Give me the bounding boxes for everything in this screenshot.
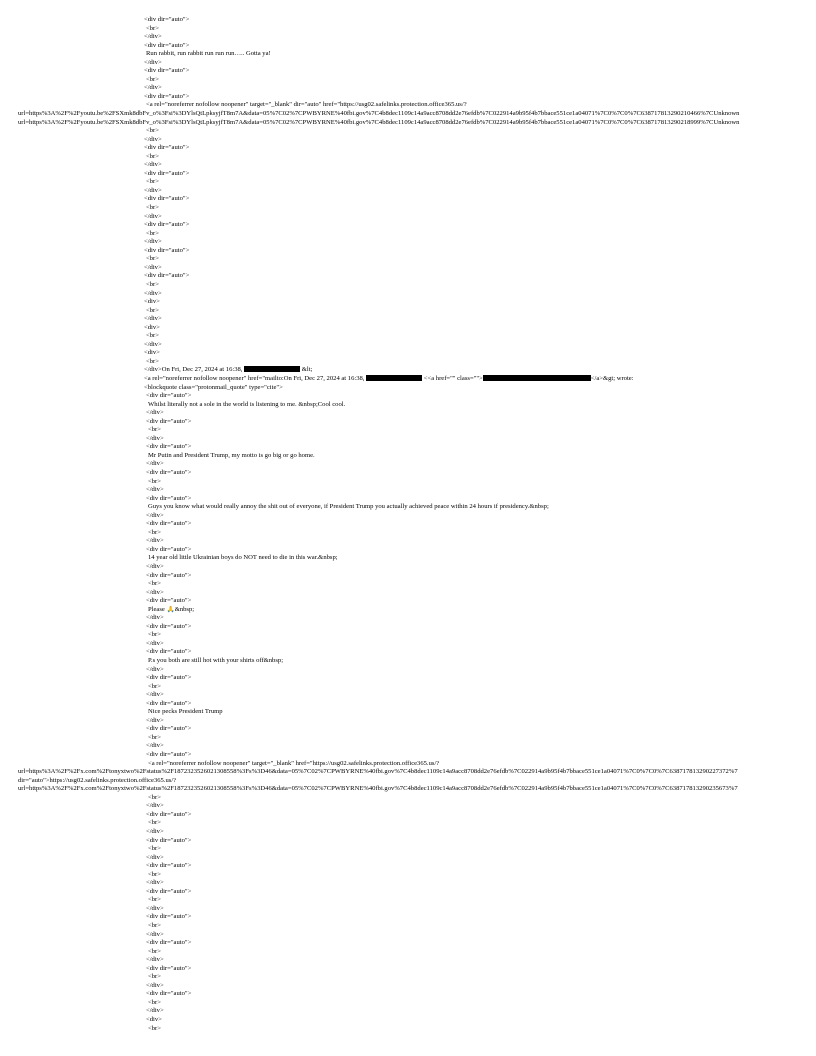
source-line xyxy=(0,435,816,444)
source-line xyxy=(0,110,816,119)
source-line-text: <div dir="auto"> xyxy=(146,751,192,759)
source-line-text: <br> xyxy=(148,998,161,1006)
source-line-text: <br> xyxy=(146,306,159,314)
source-line xyxy=(0,264,816,273)
source-line-text: <<a href="" class=""> xyxy=(422,374,483,382)
source-line-text: url=https%3A%2F%2Fx.com%2Ftonyxtwo%2Fstatus%2F1872323526021308558%3Fs%3D46&data=05%7C02%7CPWBYRNE%40fbi.gov%7C4b8dec1109c14a9acc8708dd2e76efdb%7C022914a9b95f4b7bbace551ce1a04071%7C0%7C0%7C638717813290235673%7 xyxy=(18,785,738,793)
source-line-text: <br> xyxy=(146,332,159,340)
source-line-text: <div dir="auto"> xyxy=(144,272,190,280)
source-line xyxy=(0,965,816,974)
source-line-text: <div dir="auto"> xyxy=(146,443,192,451)
source-line xyxy=(0,700,816,709)
source-line-text: <a rel="noreferrer nofollow noopener" href="mailto:On Fri, Dec 27, 2024 at 16:38, xyxy=(144,374,367,382)
source-line xyxy=(0,948,816,957)
redaction-box xyxy=(366,375,422,381)
redaction-box xyxy=(244,366,300,372)
source-line xyxy=(0,982,816,991)
source-line-text: <div dir="auto"> xyxy=(146,622,192,630)
source-line xyxy=(0,896,816,905)
source-line xyxy=(0,478,816,487)
source-line xyxy=(0,119,816,128)
source-line-text: <a rel="noreferrer nofollow noopener" target="_blank" dir="auto" href="https://usg02.safelinks.protection.office365.us/? xyxy=(146,101,467,109)
source-line-text: url=https%3A%2F%2Fyoutu.be%2FSXmk8dbFv_o%3Fsi%3DYlsQtLpksyjfT8m7A&data=05%7C02%7CPWBYRNE%40fbi.gov%7C4b8dec1109c14a9acc8708dd2e76efdb%7C022914a9b95f4b7bbace551ce1a04071%7C0%7C0%7C638717813290210466%7CUnknown xyxy=(18,110,740,118)
source-line xyxy=(0,315,816,324)
source-line xyxy=(0,691,816,700)
source-line-text: </a>&gt; wrote: xyxy=(590,374,634,382)
source-line xyxy=(0,375,816,384)
source-line xyxy=(0,93,816,102)
source-line-text: Please 🙏&nbsp; xyxy=(148,605,195,613)
redaction-box xyxy=(483,375,591,381)
source-line xyxy=(0,913,816,922)
source-line-text: <br> xyxy=(146,178,159,186)
source-line xyxy=(0,999,816,1008)
source-line xyxy=(0,469,816,478)
source-line-text: <div dir="auto"> xyxy=(146,862,192,870)
source-line xyxy=(0,725,816,734)
source-line-text: <div dir="auto"> xyxy=(144,16,190,23)
source-line-text: </div> xyxy=(146,904,164,912)
source-line-text: Run rabbit, run rabbit run run run….. Gotta ya! xyxy=(146,50,271,58)
source-line xyxy=(0,503,816,512)
source-line xyxy=(0,230,816,239)
source-line-text: <div dir="auto"> xyxy=(146,468,192,476)
source-line xyxy=(0,204,816,213)
source-line xyxy=(0,298,816,307)
source-line xyxy=(0,42,816,51)
source-line-text: </div> xyxy=(144,186,162,194)
source-line-text: <br> xyxy=(148,973,161,981)
source-line xyxy=(0,358,816,367)
source-line xyxy=(0,1025,816,1034)
source-line xyxy=(0,341,816,350)
source-line xyxy=(0,931,816,940)
source-line xyxy=(0,76,816,85)
source-line xyxy=(0,324,816,333)
source-line xyxy=(0,221,816,230)
source-line xyxy=(0,349,816,358)
source-line xyxy=(0,161,816,170)
source-line xyxy=(0,486,816,495)
source-line-text: </div> xyxy=(146,853,164,861)
source-line-text: <br> xyxy=(146,152,159,160)
source-line xyxy=(0,554,816,563)
source-line-text: <div dir="auto"> xyxy=(146,520,192,528)
source-line-text: </div> xyxy=(144,238,162,246)
source-line-text: </div> xyxy=(146,434,164,442)
source-line xyxy=(0,307,816,316)
source-line-text: </div> xyxy=(146,588,164,596)
source-line-text: <div dir="auto"> xyxy=(146,571,192,579)
source-line xyxy=(0,59,816,68)
source-line-text: </div> xyxy=(144,135,162,143)
source-line-text: </div> xyxy=(146,956,164,964)
source-line xyxy=(0,777,816,786)
source-line-text: <br> xyxy=(148,845,161,853)
source-line-text: <br> xyxy=(148,896,161,904)
source-line-text: </div> xyxy=(146,486,164,494)
source-line xyxy=(0,178,816,187)
source-line-text: </div> xyxy=(146,1007,164,1015)
source-line xyxy=(0,563,816,572)
source-line xyxy=(0,785,816,794)
source-line xyxy=(0,366,816,375)
source-line-text: </div> xyxy=(144,58,162,66)
source-line-text: <div> xyxy=(146,1015,162,1023)
source-line xyxy=(0,401,816,410)
source-line-text: <br> xyxy=(146,127,159,135)
source-line-text: <div> xyxy=(144,323,160,331)
source-line-text: </div> xyxy=(144,33,162,41)
source-line xyxy=(0,606,816,615)
source-line-text: <div dir="auto"> xyxy=(144,195,190,203)
source-line xyxy=(0,16,816,25)
source-line-text: <div dir="auto"> xyxy=(146,597,192,605)
source-line xyxy=(0,674,816,683)
source-line-text: <div dir="auto"> xyxy=(144,41,190,49)
source-line xyxy=(0,614,816,623)
source-line xyxy=(0,862,816,871)
source-line-text: </div> xyxy=(146,614,164,622)
source-line-text: <br> xyxy=(148,631,161,639)
source-line-text: </div> xyxy=(146,665,164,673)
source-line-text: <a rel="noreferrer nofollow noopener" target="_blank" href="https://usg02.safelinks.protection.office365.us/? xyxy=(148,759,440,767)
source-line xyxy=(0,384,816,393)
source-line xyxy=(0,879,816,888)
source-line xyxy=(0,67,816,76)
source-line xyxy=(0,537,816,546)
source-line xyxy=(0,939,816,948)
source-line-text: <br> xyxy=(146,357,159,365)
source-line-text: url=https%3A%2F%2Fyoutu.be%2FSXmk8dbFv_o%3Fsi%3DYlsQtLpksyjfT8m7A&data=05%7C02%7CPWBYRNE%40fbi.gov%7C4b8dec1109c14a9acc8708dd2e76efdb%7C022914a9b95f4b7bbace551ce1a04071%7C0%7C0%7C638717813290218999%7CUnknown xyxy=(18,118,740,126)
source-line xyxy=(0,742,816,751)
source-line-text: <br> xyxy=(146,255,159,263)
source-line-text: </div> xyxy=(146,537,164,545)
source-line xyxy=(0,734,816,743)
source-line-text: <div dir="auto"> xyxy=(146,494,192,502)
source-line-text: <div dir="auto"> xyxy=(146,545,192,553)
source-line-text: </div> xyxy=(144,340,162,348)
source-line-text: </div> xyxy=(144,315,162,323)
source-line xyxy=(0,443,816,452)
source-line-text: <div dir="auto"> xyxy=(146,810,192,818)
source-line xyxy=(0,247,816,256)
source-line xyxy=(0,751,816,760)
source-line-text: </div> xyxy=(146,563,164,570)
source-line xyxy=(0,657,816,666)
source-line xyxy=(0,589,816,598)
source-line xyxy=(0,409,816,418)
source-line-text: </div> xyxy=(146,409,164,417)
source-line xyxy=(0,213,816,222)
source-line-text: <div> xyxy=(144,298,160,306)
source-line xyxy=(0,426,816,435)
source-line-text: </div> xyxy=(146,827,164,835)
source-line-text: <div> xyxy=(144,349,160,357)
source-line-text: <br> xyxy=(148,733,161,741)
source-line xyxy=(0,854,816,863)
source-line-text: Nice pecks President Trump xyxy=(148,708,223,716)
source-line-text: <br> xyxy=(146,24,159,32)
source-line xyxy=(0,452,816,461)
source-line-text: <div dir="auto"> xyxy=(146,836,192,844)
source-line-text: <br> xyxy=(146,280,159,288)
source-line-text: <div dir="auto"> xyxy=(146,674,192,682)
source-line-text: <div dir="auto"> xyxy=(144,221,190,229)
source-line-text: <br> xyxy=(148,682,161,690)
source-line-text: <br> xyxy=(148,921,161,929)
source-line xyxy=(0,495,816,504)
source-line-text: </div> xyxy=(144,161,162,169)
source-line xyxy=(0,1016,816,1025)
source-line xyxy=(0,460,816,469)
source-line-text: <br> xyxy=(148,793,161,801)
source-line xyxy=(0,760,816,769)
source-line-text: <div dir="auto"> xyxy=(146,725,192,733)
source-line xyxy=(0,392,816,401)
source-line-text: </div> xyxy=(146,639,164,647)
source-line-text: </div> xyxy=(146,930,164,938)
source-line-text: url=https%3A%2F%2Fx.com%2Ftonyxtwo%2Fstatus%2F1872323526021308558%3Fs%3D46&data=05%7C02%7CPWBYRNE%40fbi.gov%7C4b8dec1109c14a9acc8708dd2e76efdb%7C022914a9b95f4b7bbace551ce1a04071%7C0%7C0%7C638717813290227372%7 xyxy=(18,768,738,776)
source-line xyxy=(0,84,816,93)
source-line-text: </div> xyxy=(144,289,162,297)
source-line-text: <div dir="auto"> xyxy=(146,964,192,972)
source-line-text: <br> xyxy=(146,229,159,237)
source-line xyxy=(0,819,816,828)
source-line xyxy=(0,837,816,846)
source-line-text: <div dir="auto"> xyxy=(146,990,192,998)
source-line xyxy=(0,238,816,247)
source-line xyxy=(0,871,816,880)
source-line-text: P.s you both are still hot with your shirts off&nbsp; xyxy=(148,657,284,665)
source-line-text: <br> xyxy=(148,819,161,827)
source-line-text: <br> xyxy=(146,75,159,83)
source-line xyxy=(0,973,816,982)
source-line xyxy=(0,153,816,162)
source-line xyxy=(0,170,816,179)
source-line xyxy=(0,25,816,34)
source-line-text: </div> xyxy=(146,511,164,519)
source-line xyxy=(0,281,816,290)
source-line-text: <br> xyxy=(148,580,161,588)
source-line xyxy=(0,127,816,136)
source-line-text: </div> xyxy=(144,212,162,220)
source-line xyxy=(0,187,816,196)
source-line xyxy=(0,768,816,777)
source-line-text: <div dir="auto"> xyxy=(146,939,192,947)
source-line xyxy=(0,512,816,521)
source-line-text: <br> xyxy=(148,870,161,878)
source-line xyxy=(0,828,816,837)
source-line xyxy=(0,272,816,281)
source-line-text: 14 year old little Ukrainian boys do NOT need to die in this war.&nbsp; xyxy=(148,554,338,562)
source-line-text: <div dir="auto"> xyxy=(144,144,190,152)
source-line xyxy=(0,1007,816,1016)
source-line-text: <div dir="auto"> xyxy=(146,887,192,895)
source-line-text: <br> xyxy=(148,426,161,434)
source-line-text: </div> xyxy=(146,460,164,468)
source-line-text: Guys you know what would really annoy the shit out of everyone, if President Trump you actually achieved peace within 24 hours if presidency.&nbsp; xyxy=(148,503,549,511)
source-line xyxy=(0,905,816,914)
source-line-text: <div dir="auto"> xyxy=(146,913,192,921)
source-line xyxy=(0,623,816,632)
source-line-text: </div> xyxy=(146,742,164,750)
source-line-text: <div dir="auto"> xyxy=(146,417,192,425)
source-line-text: <div dir="auto"> xyxy=(144,67,190,75)
source-line-text: </div> xyxy=(146,981,164,989)
source-line xyxy=(0,572,816,581)
source-line-text: <br> xyxy=(146,204,159,212)
source-line xyxy=(0,332,816,341)
source-line-text: <div dir="auto"> xyxy=(144,169,190,177)
source-line xyxy=(0,640,816,649)
source-line xyxy=(0,802,816,811)
source-line xyxy=(0,597,816,606)
source-line xyxy=(0,717,816,726)
source-line xyxy=(0,520,816,529)
source-line-text: &lt; xyxy=(300,366,313,374)
source-line-text: Mr Putin and President Trump, my motto is go big or go home. xyxy=(148,451,315,459)
source-line xyxy=(0,580,816,589)
source-line xyxy=(0,101,816,110)
source-line-text: dir="auto">https://usg02.safelinks.protection.office365.us/? xyxy=(18,776,177,784)
source-line-text: <br> xyxy=(148,947,161,955)
source-line xyxy=(0,50,816,59)
source-line xyxy=(0,956,816,965)
source-line xyxy=(0,922,816,931)
source-line xyxy=(0,33,816,42)
source-line xyxy=(0,794,816,803)
source-line-text: </div> xyxy=(146,802,164,810)
source-line-text: </div> xyxy=(146,716,164,724)
source-line xyxy=(0,255,816,264)
source-line-text: <div dir="auto"> xyxy=(144,246,190,254)
source-line xyxy=(0,195,816,204)
source-line xyxy=(0,811,816,820)
source-line-text: <div dir="auto"> xyxy=(146,392,192,400)
source-line xyxy=(0,708,816,717)
source-line xyxy=(0,990,816,999)
source-line-text: <blockquote class="protonmail_quote" type="cite"> xyxy=(144,383,283,391)
source-line xyxy=(0,144,816,153)
source-line-text: <div dir="auto"> xyxy=(144,92,190,100)
source-line-text: <br> xyxy=(148,528,161,536)
email-source-document xyxy=(0,16,816,1033)
source-line-text: </div> xyxy=(144,263,162,271)
source-line-text: </div> xyxy=(146,691,164,699)
source-line xyxy=(0,683,816,692)
source-line xyxy=(0,418,816,427)
source-line-text: </div>On Fri, Dec 27, 2024 at 16:38, xyxy=(144,366,245,374)
source-line-text: <div dir="auto"> xyxy=(146,648,192,656)
source-line xyxy=(0,666,816,675)
source-line xyxy=(0,529,816,538)
source-line xyxy=(0,845,816,854)
source-line xyxy=(0,136,816,145)
source-line-text: </div> xyxy=(144,84,162,92)
source-line xyxy=(0,648,816,657)
source-line xyxy=(0,631,816,640)
source-line-text: <br> xyxy=(148,1024,161,1032)
source-line xyxy=(0,290,816,299)
source-line xyxy=(0,888,816,897)
source-line-text: Whilst literally not a sole in the world is listening to me. &nbsp;Cool cool. xyxy=(148,400,346,408)
source-line-text: <div dir="auto"> xyxy=(146,699,192,707)
source-line-text: <br> xyxy=(148,477,161,485)
source-line-text: </div> xyxy=(146,879,164,887)
source-line xyxy=(0,546,816,555)
